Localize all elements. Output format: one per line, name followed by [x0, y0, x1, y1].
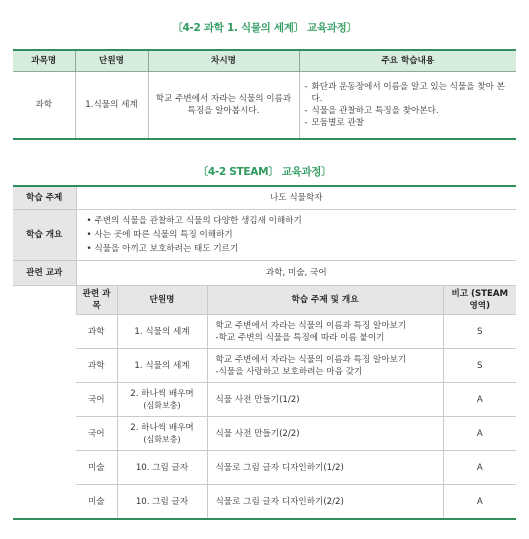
theme-row — [13, 186, 516, 210]
table-row — [13, 349, 516, 383]
row-note: A — [443, 417, 516, 451]
cell-unit: 1.식물의 세계 — [75, 72, 148, 140]
row-unit-name: 2. 하나씩 배우며 — [130, 422, 194, 433]
cell-lesson: 학교 주변에서 자라는 식물의 이름과 특징을 알아봅시다. — [148, 72, 299, 140]
row-subject: 미술 — [76, 485, 117, 520]
row-topic-main: 식물로 그림 글자 디자인하기(1/2) — [215, 462, 344, 473]
subjects-row — [13, 261, 516, 286]
table-row — [13, 451, 516, 485]
row-topic-sub: -식물을 사랑하고 보호하려는 마음 갖기 — [215, 366, 363, 377]
header-unit-name: 단원명 — [117, 286, 207, 315]
subjects-value: 과학, 미술, 국어 — [76, 261, 516, 286]
curriculum-table — [13, 49, 516, 140]
cell-subject: 과학 — [35, 100, 53, 110]
row-unit-name: 2. 하나씩 배우며 — [130, 388, 194, 399]
overview-item: • 주변의 식물을 관찰하고 식물의 다양한 생김새 이해하기 — [95, 214, 513, 228]
content-item: - 식물을 관찰하고 특징을 찾아본다. — [312, 105, 513, 117]
steam-table — [13, 185, 516, 520]
row-unit — [117, 451, 207, 485]
row-note: A — [443, 383, 516, 417]
steam-header-row — [13, 286, 516, 315]
row-subject: 미술 — [76, 451, 117, 485]
row-unit — [117, 349, 207, 383]
row-unit — [117, 383, 207, 417]
header-lesson: 차시명 — [148, 50, 299, 72]
row-unit — [117, 485, 207, 520]
table-row — [13, 383, 516, 417]
row-note: A — [443, 485, 516, 520]
row-unit — [117, 417, 207, 451]
row-unit-sub: (심화보충) — [143, 434, 181, 444]
header-topic: 학습 주제 및 개요 — [207, 286, 443, 315]
cell-content — [299, 72, 516, 140]
header-unit: 단원명 — [75, 50, 148, 72]
row-subject: 국어 — [76, 417, 117, 451]
header-note: 비고 (STEAM 영역) — [443, 286, 516, 315]
row-subject: 과학 — [76, 315, 117, 349]
row-unit-name: 1. 식물의 세계 — [134, 326, 190, 337]
curriculum-row — [13, 72, 516, 140]
overview-value — [76, 210, 516, 261]
content-list — [304, 81, 513, 129]
row-subject: 과학 — [76, 349, 117, 383]
row-topic — [207, 485, 443, 520]
theme-value: 나도 식물학자 — [76, 186, 516, 210]
row-topic — [207, 451, 443, 485]
row-topic-main: 식물로 그림 글자 디자인하기(2/2) — [215, 496, 344, 507]
table-row — [13, 417, 516, 451]
row-subject: 국어 — [76, 383, 117, 417]
subjects-label: 관련 교과 — [13, 261, 76, 286]
overview-list — [85, 214, 513, 256]
header-related-subject: 관련 과목 — [76, 286, 117, 315]
overview-row — [13, 210, 516, 261]
row-topic-main: 식물 사전 만들기(1/2) — [215, 394, 300, 405]
blank-label-cell — [13, 286, 76, 520]
theme-label: 학습 주제 — [13, 186, 76, 210]
row-note: S — [443, 349, 516, 383]
content-item: - 화단과 운동장에서 이름을 알고 있는 식물을 찾아 본다. — [312, 81, 513, 105]
header-subject: 과목명 — [13, 50, 75, 72]
content-item: - 모둠별로 관찰 — [312, 117, 513, 129]
row-unit-name: 10. 그림 글자 — [135, 496, 189, 507]
row-topic — [207, 349, 443, 383]
overview-item: • 사는 곳에 따른 식물의 특징 이해하기 — [95, 228, 513, 242]
row-note: A — [443, 451, 516, 485]
row-unit-name: 1. 식물의 세계 — [134, 360, 190, 371]
header-content: 주요 학습내용 — [299, 50, 516, 72]
curriculum-header-row — [13, 50, 516, 72]
table-row — [13, 315, 516, 349]
steam-title: 〔4-2 STEAM〕 교육과정〕 — [197, 166, 332, 178]
row-topic — [207, 417, 443, 451]
overview-label: 학습 개요 — [13, 210, 76, 261]
overview-item: • 식물을 아끼고 보호하려는 태도 기르기 — [95, 242, 513, 256]
row-topic-main: 학교 주변에서 자라는 식물의 이름과 특징 알아보기 — [215, 354, 407, 365]
curriculum-title: 〔4-2 과학 1. 식물의 세계〕 교육과정〕 — [172, 22, 357, 34]
row-topic-sub: -학교 주변의 식물을 특징에 따라 이름 붙이기 — [215, 332, 385, 343]
table-row — [13, 485, 516, 520]
row-unit-sub: (심화보충) — [143, 400, 181, 410]
row-topic-main: 학교 주변에서 자라는 식물의 이름과 특징 알아보기 — [215, 320, 407, 331]
row-note: S — [443, 315, 516, 349]
row-topic — [207, 383, 443, 417]
row-topic-main: 식물 사전 만들기(2/2) — [215, 428, 300, 439]
row-unit — [117, 315, 207, 349]
row-unit-name: 10. 그림 글자 — [135, 462, 189, 473]
row-topic — [207, 315, 443, 349]
